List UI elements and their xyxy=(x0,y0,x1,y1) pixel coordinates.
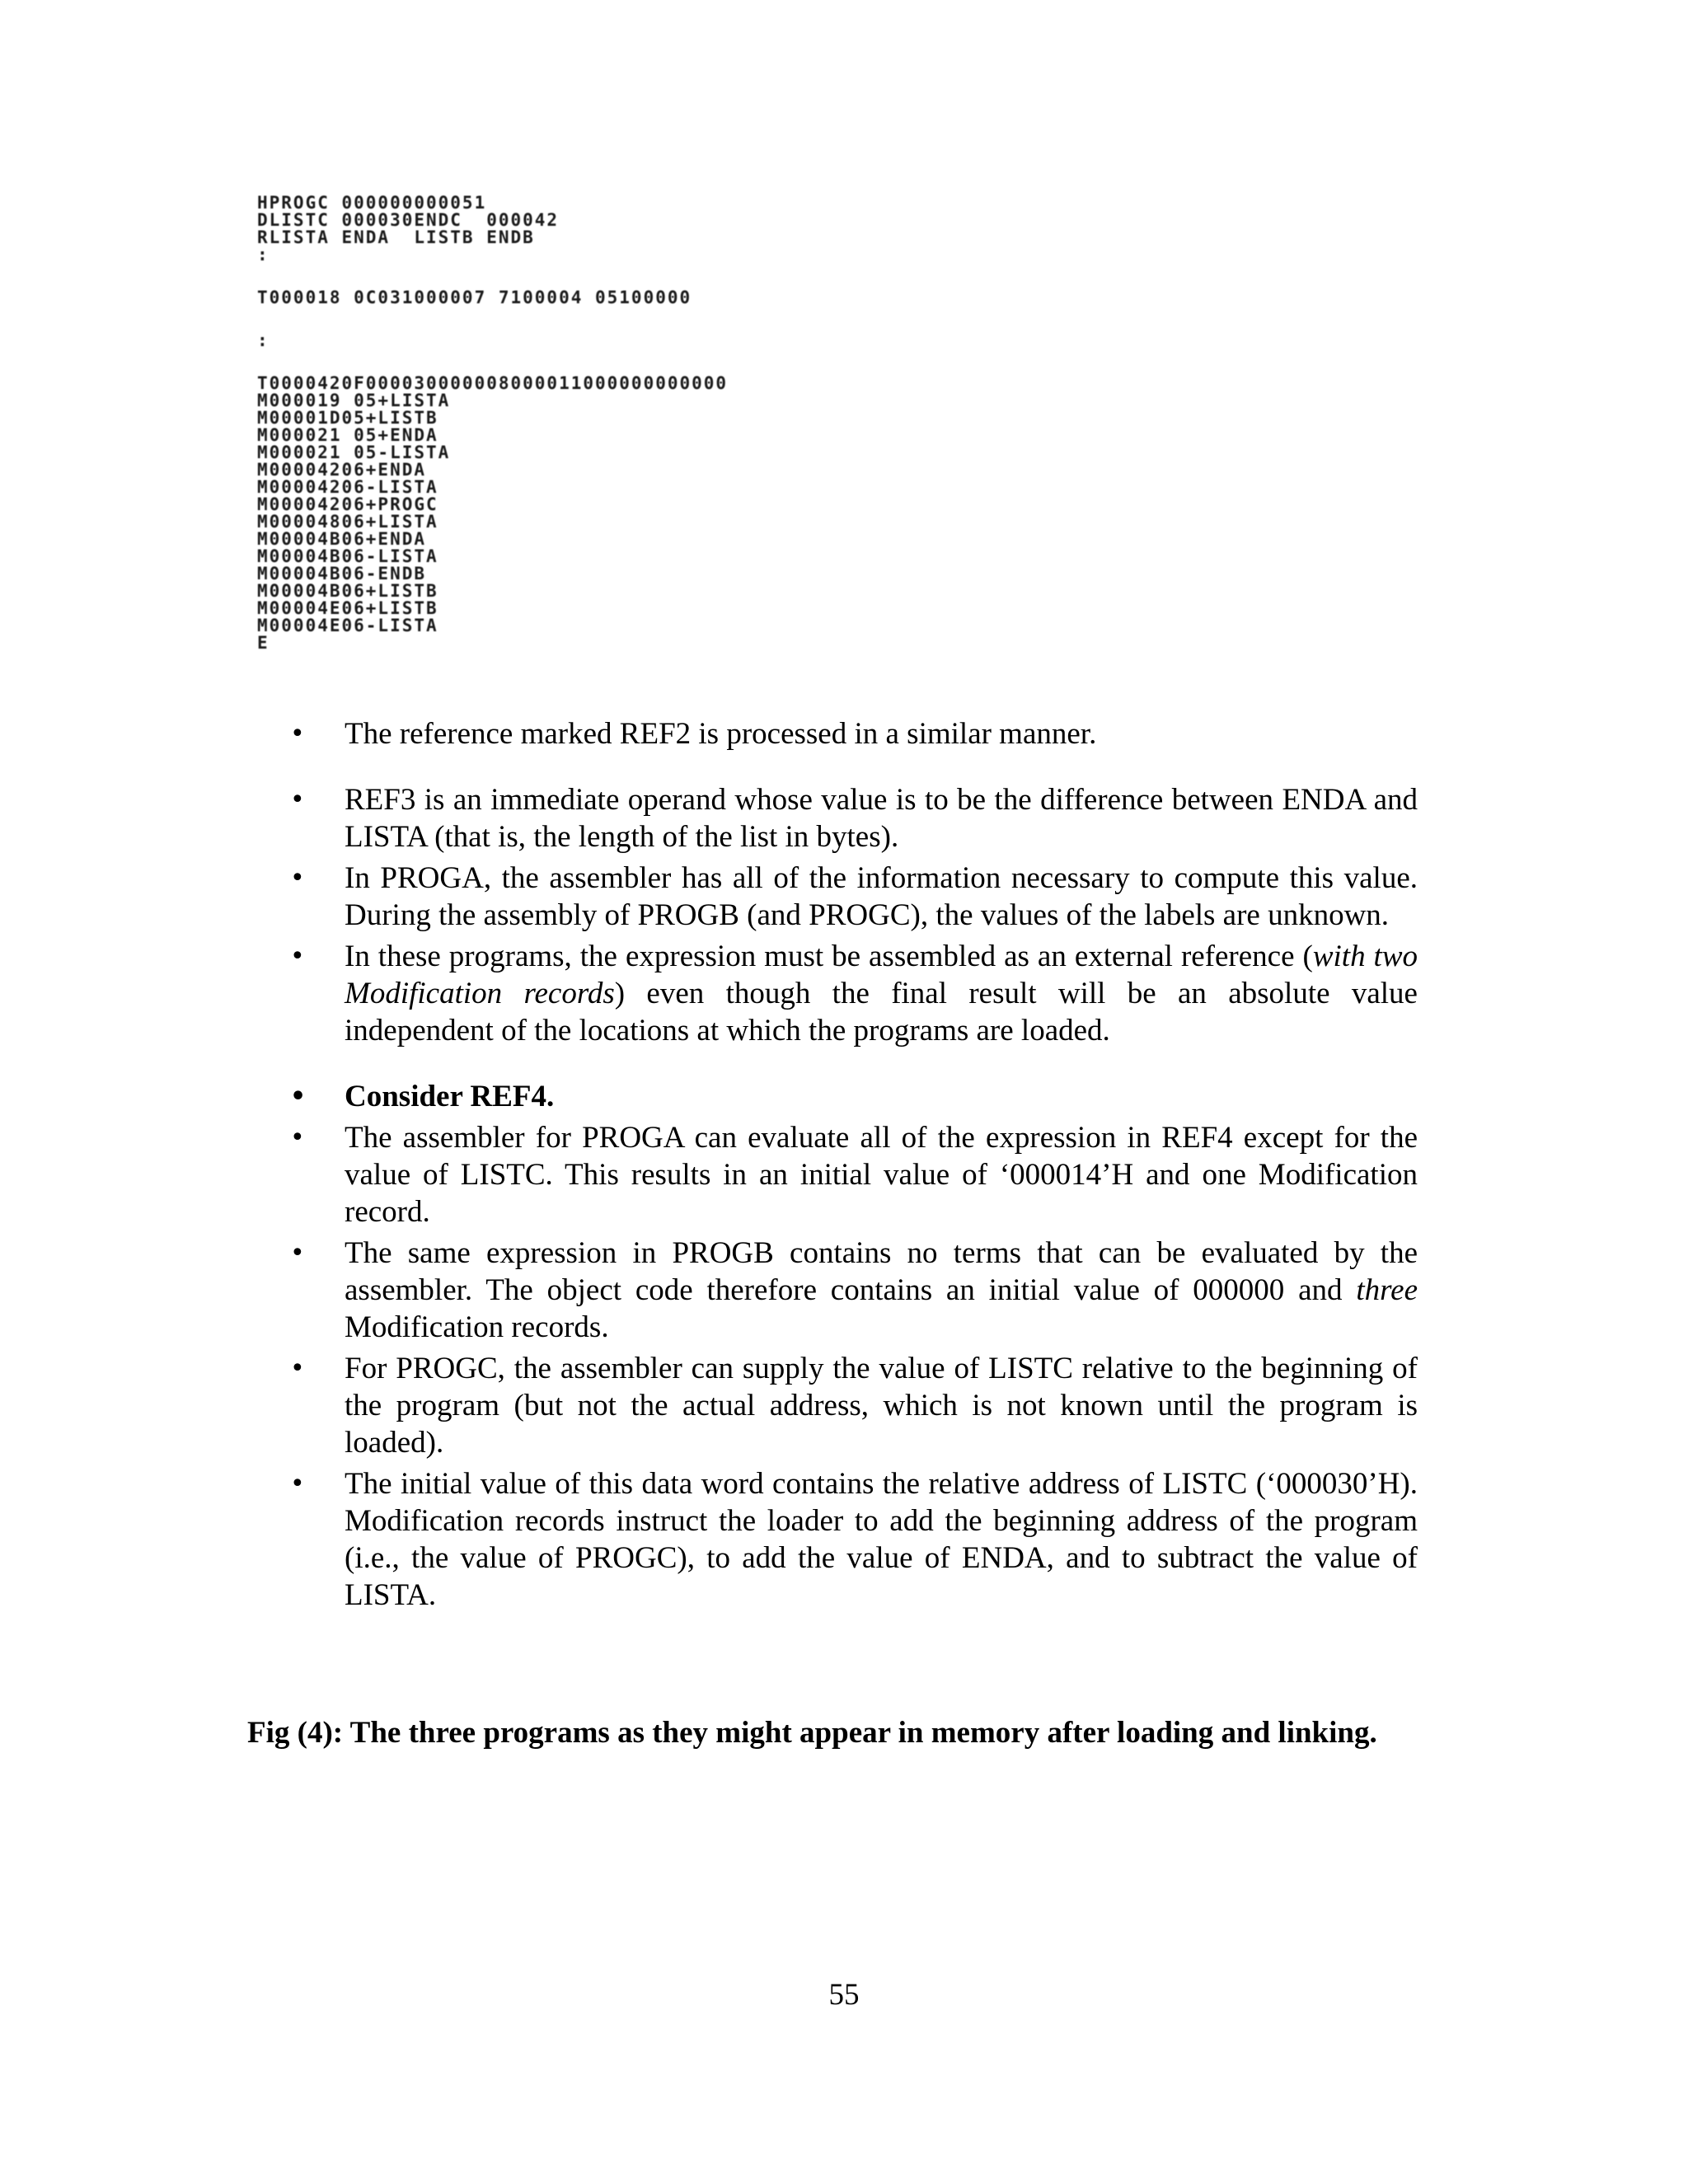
italic-text: three xyxy=(1356,1273,1418,1307)
define-record: DLISTC 000030ENDC 000042 xyxy=(257,210,560,230)
modification-record: M00004E06-LISTA xyxy=(257,616,438,635)
text-record: T0000420F000030000008000011000000000000 xyxy=(257,373,729,393)
modification-record: M00004206+PROGC xyxy=(257,494,438,514)
body-text xyxy=(247,715,1418,1618)
ellipsis-line: : xyxy=(257,330,270,350)
bullet-ref3: • REF3 is an immediate operand whose value is to be the difference between ENDA and LISTA (that is, the length of the list in bytes). xyxy=(247,781,1418,855)
spacer-line xyxy=(257,264,974,289)
modification-record: M000021 05+ENDA xyxy=(257,425,438,445)
modification-record: M00004B06+LISTB xyxy=(257,581,438,601)
modification-record: M00004B06-LISTA xyxy=(257,546,438,566)
bullet-proga-info: • In PROGA, the assembler has all of the information necessary to compute this value. During the assembly of PROGB (and PROGC), the values of the labels are unknown. xyxy=(247,860,1418,934)
modification-record: M000019 05+LISTA xyxy=(257,391,451,410)
header-record: HPROGC 000000000051 xyxy=(257,193,487,213)
modification-record: M00001D05+LISTB xyxy=(257,408,438,428)
bullet-ref2: • The reference marked REF2 is processed in a similar manner. xyxy=(247,715,1418,752)
modification-record: M00004806+LISTA xyxy=(257,512,438,532)
modification-record: M00004B06+ENDA xyxy=(257,529,427,549)
bullet-proga-ref4: • The assembler for PROGA can evaluate all of the expression in REF4 except for the value of LISTC. This results in an initial value of ‘000014’H and one Modification record. xyxy=(247,1119,1418,1230)
modification-record: M00004206-LISTA xyxy=(257,477,438,497)
bullet-initial-value: • The initial value of this data word contains the relative address of LISTC (‘000030’H). Modification records instruct the loader to add the beginning address of the program (i.e., the value of PROGC), to add the value of ENDA, and to subtract the value of LISTA. xyxy=(247,1465,1418,1614)
bullet-external-reference: • In these programs, the expression must be assembled as an external reference (with two Modification records) even though the final result will be an absolute value independent of the locations at which the programs are loaded. xyxy=(247,938,1418,1049)
modification-record: M00004E06+LISTB xyxy=(257,598,438,618)
modification-record: M00004B06-ENDB xyxy=(257,564,427,583)
page-number: 55 xyxy=(828,1978,860,2012)
text-record: T000018 0C031000007 7100004 05100000 xyxy=(257,288,692,307)
modification-record: M00004206+ENDA xyxy=(257,460,427,480)
spacer-line xyxy=(257,307,974,332)
refer-record: RLISTA ENDA LISTB ENDB xyxy=(257,227,535,247)
ellipsis-line: : xyxy=(257,245,270,265)
bullet-consider-ref4: • Consider REF4. xyxy=(247,1078,1418,1115)
end-record: E xyxy=(257,633,270,653)
object-program-listing xyxy=(257,193,974,653)
bullet-list xyxy=(247,715,1418,1614)
figure-caption: Fig (4): The three programs as they might appear in memory after loading and linking. xyxy=(247,1716,1377,1750)
bullet-progc-ref4: • For PROGC, the assembler can supply the value of LISTC relative to the beginning of the program (but not the actual address, which is not known until the program is loaded). xyxy=(247,1350,1418,1461)
modification-record: M000021 05-LISTA xyxy=(257,443,451,462)
italic-text: with two Modification records xyxy=(345,940,1418,1010)
spacer-line xyxy=(257,349,974,375)
bullet-progb-ref4: • The same expression in PROGB contains no terms that can be evaluated by the assembler. The object code therefore contains an initial value of 000000 and three Modification records. xyxy=(247,1235,1418,1346)
